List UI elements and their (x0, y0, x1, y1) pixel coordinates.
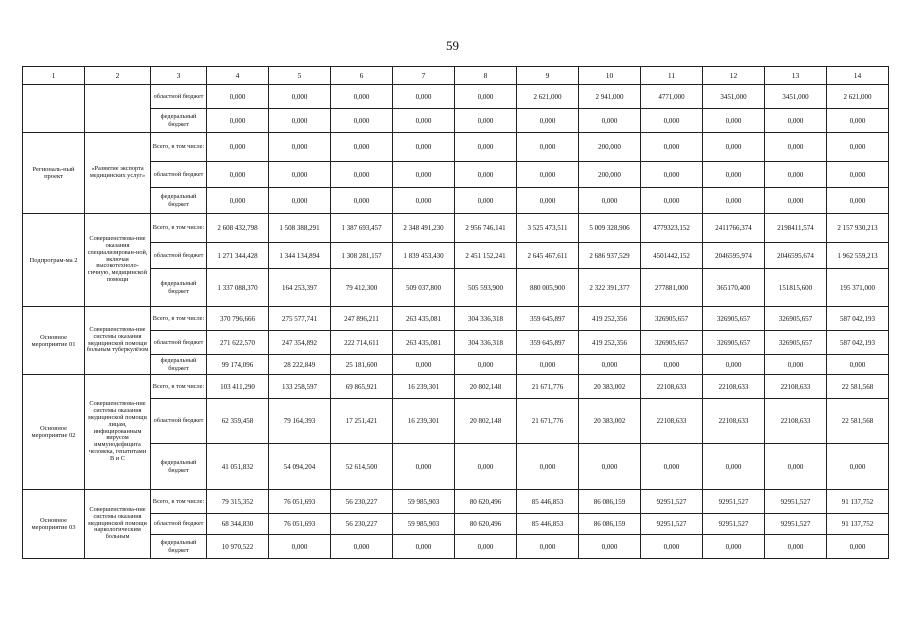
table-row (23, 375, 889, 399)
amount-cell: 16 239,301 (393, 375, 455, 399)
amount-cell: 22108,633 (765, 375, 827, 399)
amount-cell: 0,000 (393, 535, 455, 559)
amount-cell: 76 051,693 (269, 514, 331, 535)
amount-cell: 0,000 (765, 133, 827, 162)
amount-cell: 0,000 (827, 188, 889, 214)
amount-cell: 365170,400 (703, 269, 765, 307)
amount-cell: 85 446,853 (517, 514, 579, 535)
funding-source: областной бюджет (151, 331, 207, 355)
amount-cell: 0,000 (641, 355, 703, 375)
amount-cell: 54 094,204 (269, 444, 331, 490)
funding-source: федеральный бюджет (151, 355, 207, 375)
amount-cell: 99 174,096 (207, 355, 269, 375)
table-row (23, 162, 889, 188)
amount-cell: 62 359,458 (207, 399, 269, 444)
amount-cell: 16 239,301 (393, 399, 455, 444)
column-header: 9 (517, 67, 579, 85)
amount-cell: 56 230,227 (331, 514, 393, 535)
table-row (23, 214, 889, 243)
amount-cell: 20 802,148 (455, 399, 517, 444)
amount-cell: 200,000 (579, 162, 641, 188)
amount-cell: 0,000 (765, 444, 827, 490)
amount-cell: 509 037,800 (393, 269, 455, 307)
amount-cell: 195 371,000 (827, 269, 889, 307)
amount-cell: 1 344 134,894 (269, 243, 331, 269)
amount-cell: 76 051,693 (269, 490, 331, 514)
amount-cell: 4779323,152 (641, 214, 703, 243)
table-row (23, 444, 889, 490)
amount-cell: 86 086,159 (579, 514, 641, 535)
amount-cell: 0,000 (703, 188, 765, 214)
column-header: 6 (331, 67, 393, 85)
amount-cell: 505 593,900 (455, 269, 517, 307)
amount-cell: 2 157 930,213 (827, 214, 889, 243)
amount-cell: 0,000 (393, 188, 455, 214)
amount-cell: 359 645,897 (517, 331, 579, 355)
column-header: 12 (703, 67, 765, 85)
amount-cell: 2 322 391,377 (579, 269, 641, 307)
amount-cell: 3451,000 (703, 85, 765, 109)
amount-cell: 0,000 (641, 188, 703, 214)
amount-cell: 22 581,568 (827, 399, 889, 444)
funding-source: областной бюджет (151, 399, 207, 444)
amount-cell: 17 251,421 (331, 399, 393, 444)
funding-source: Всего, в том числе: (151, 214, 207, 243)
amount-cell: 0,000 (269, 133, 331, 162)
amount-cell: 0,000 (827, 535, 889, 559)
table-row (23, 355, 889, 375)
funding-source: федеральный бюджет (151, 109, 207, 133)
amount-cell: 69 865,921 (331, 375, 393, 399)
amount-cell: 0,000 (455, 535, 517, 559)
funding-source: федеральный бюджет (151, 188, 207, 214)
amount-cell: 0,000 (517, 109, 579, 133)
amount-cell: 0,000 (207, 162, 269, 188)
amount-cell: 0,000 (393, 162, 455, 188)
amount-cell: 271 622,570 (207, 331, 269, 355)
amount-cell: 0,000 (703, 133, 765, 162)
amount-cell: 0,000 (207, 109, 269, 133)
funding-source: областной бюджет (151, 85, 207, 109)
table-row (23, 109, 889, 133)
funding-source: Всего, в том числе: (151, 490, 207, 514)
amount-cell: 25 181,600 (331, 355, 393, 375)
amount-cell: 79 412,300 (331, 269, 393, 307)
amount-cell: 20 802,148 (455, 375, 517, 399)
amount-cell: 0,000 (269, 535, 331, 559)
amount-cell: 0,000 (579, 535, 641, 559)
amount-cell: 5 009 328,906 (579, 214, 641, 243)
program-description: Совершенствова-ние системы оказания медицинской помощи наркологическим больным (85, 490, 151, 559)
amount-cell: 222 714,611 (331, 331, 393, 355)
amount-cell: 0,000 (641, 444, 703, 490)
amount-cell: 0,000 (331, 188, 393, 214)
amount-cell: 3 525 473,511 (517, 214, 579, 243)
amount-cell: 92951,527 (765, 490, 827, 514)
amount-cell: 0,000 (517, 355, 579, 375)
column-header: 8 (455, 67, 517, 85)
amount-cell: 85 446,853 (517, 490, 579, 514)
amount-cell: 1 387 693,457 (331, 214, 393, 243)
page-number: 59 (446, 38, 459, 53)
amount-cell: 2 621,000 (517, 85, 579, 109)
amount-cell: 2 621,000 (827, 85, 889, 109)
amount-cell: 0,000 (331, 109, 393, 133)
amount-cell: 0,000 (641, 133, 703, 162)
amount-cell: 263 435,081 (393, 307, 455, 331)
amount-cell: 2 451 152,241 (455, 243, 517, 269)
amount-cell: 92951,527 (641, 514, 703, 535)
table-row (23, 307, 889, 331)
column-header: 13 (765, 67, 827, 85)
amount-cell: 91 137,752 (827, 514, 889, 535)
amount-cell: 0,000 (393, 109, 455, 133)
column-header: 11 (641, 67, 703, 85)
amount-cell: 0,000 (579, 355, 641, 375)
amount-cell: 133 258,597 (269, 375, 331, 399)
amount-cell: 0,000 (331, 535, 393, 559)
amount-cell: 0,000 (703, 444, 765, 490)
column-header: 5 (269, 67, 331, 85)
amount-cell: 419 252,356 (579, 307, 641, 331)
amount-cell: 326905,657 (703, 307, 765, 331)
amount-cell: 326905,657 (641, 307, 703, 331)
amount-cell: 92951,527 (765, 514, 827, 535)
program-name: Региональ-ный проект (23, 133, 85, 214)
amount-cell: 1 271 344,428 (207, 243, 269, 269)
program-name: Подпрограм-ма 2 (23, 214, 85, 307)
table-row (23, 331, 889, 355)
table-row (23, 243, 889, 269)
amount-cell: 326905,657 (641, 331, 703, 355)
amount-cell: 0,000 (393, 85, 455, 109)
column-header: 2 (85, 67, 151, 85)
amount-cell: 0,000 (517, 162, 579, 188)
amount-cell: 2 645 467,611 (517, 243, 579, 269)
amount-cell: 0,000 (827, 355, 889, 375)
amount-cell: 370 796,666 (207, 307, 269, 331)
amount-cell: 22108,633 (641, 399, 703, 444)
amount-cell: 0,000 (703, 535, 765, 559)
amount-cell: 326905,657 (765, 331, 827, 355)
program-name: Основное мероприятие 03 (23, 490, 85, 559)
amount-cell: 0,000 (331, 133, 393, 162)
amount-cell: 0,000 (331, 85, 393, 109)
amount-cell: 0,000 (703, 109, 765, 133)
amount-cell: 20 383,002 (579, 375, 641, 399)
amount-cell: 2198411,574 (765, 214, 827, 243)
amount-cell: 2411766,374 (703, 214, 765, 243)
amount-cell: 0,000 (393, 355, 455, 375)
amount-cell: 151815,600 (765, 269, 827, 307)
amount-cell: 0,000 (393, 444, 455, 490)
amount-cell: 0,000 (455, 355, 517, 375)
program-description: Совершенствова-ние системы оказания медицинской помощи больным туберкулёзом (85, 307, 151, 375)
amount-cell: 80 620,496 (455, 490, 517, 514)
amount-cell: 275 577,741 (269, 307, 331, 331)
program-name (23, 85, 85, 133)
amount-cell: 1 337 088,370 (207, 269, 269, 307)
amount-cell: 59 985,903 (393, 490, 455, 514)
amount-cell: 587 042,193 (827, 307, 889, 331)
amount-cell: 0,000 (269, 162, 331, 188)
amount-cell: 20 383,002 (579, 399, 641, 444)
amount-cell: 21 671,776 (517, 399, 579, 444)
amount-cell: 0,000 (517, 444, 579, 490)
column-header: 1 (23, 67, 85, 85)
amount-cell: 3451,000 (765, 85, 827, 109)
amount-cell: 326905,657 (703, 331, 765, 355)
column-header: 3 (151, 67, 207, 85)
amount-cell: 92951,527 (703, 490, 765, 514)
funding-source: областной бюджет (151, 162, 207, 188)
amount-cell: 0,000 (269, 188, 331, 214)
amount-cell: 0,000 (455, 109, 517, 133)
amount-cell: 22108,633 (641, 375, 703, 399)
amount-cell: 0,000 (517, 535, 579, 559)
amount-cell: 1 839 453,430 (393, 243, 455, 269)
amount-cell: 247 896,211 (331, 307, 393, 331)
amount-cell: 2 941,000 (579, 85, 641, 109)
amount-cell: 0,000 (331, 162, 393, 188)
amount-cell: 2046595,674 (765, 243, 827, 269)
amount-cell: 21 671,776 (517, 375, 579, 399)
amount-cell: 22108,633 (703, 399, 765, 444)
amount-cell: 68 344,830 (207, 514, 269, 535)
amount-cell: 22 581,568 (827, 375, 889, 399)
funding-source: областной бюджет (151, 243, 207, 269)
budget-table (22, 66, 889, 559)
amount-cell: 0,000 (579, 444, 641, 490)
amount-cell: 2 608 432,798 (207, 214, 269, 243)
amount-cell: 200,000 (579, 133, 641, 162)
amount-cell: 22108,633 (703, 375, 765, 399)
amount-cell: 326905,657 (765, 307, 827, 331)
amount-cell: 880 005,900 (517, 269, 579, 307)
amount-cell: 28 222,849 (269, 355, 331, 375)
amount-cell: 304 336,318 (455, 307, 517, 331)
amount-cell: 0,000 (579, 188, 641, 214)
amount-cell: 0,000 (207, 133, 269, 162)
amount-cell: 0,000 (827, 133, 889, 162)
amount-cell: 277881,000 (641, 269, 703, 307)
amount-cell: 0,000 (827, 444, 889, 490)
program-description (85, 85, 151, 133)
header-row (23, 67, 889, 85)
amount-cell: 79 164,393 (269, 399, 331, 444)
amount-cell: 4771,000 (641, 85, 703, 109)
program-name: Основное мероприятие 01 (23, 307, 85, 375)
amount-cell: 0,000 (579, 109, 641, 133)
amount-cell: 0,000 (765, 109, 827, 133)
amount-cell: 0,000 (765, 535, 827, 559)
amount-cell: 92951,527 (641, 490, 703, 514)
program-description: Совершенствова-ние системы оказания медицинской помощи лицам, инфицированным вирусом иммунодефицита человека, гепатитами В и С (85, 375, 151, 490)
column-header: 10 (579, 67, 641, 85)
amount-cell: 41 051,832 (207, 444, 269, 490)
amount-cell: 0,000 (455, 188, 517, 214)
amount-cell: 1 308 281,157 (331, 243, 393, 269)
funding-source: областной бюджет (151, 514, 207, 535)
funding-source: Всего, в том числе: (151, 133, 207, 162)
amount-cell: 1 508 388,291 (269, 214, 331, 243)
funding-source: Всего, в том числе: (151, 307, 207, 331)
column-header: 14 (827, 67, 889, 85)
amount-cell: 247 354,892 (269, 331, 331, 355)
column-header: 4 (207, 67, 269, 85)
table-row (23, 514, 889, 535)
table-row (23, 133, 889, 162)
amount-cell: 0,000 (269, 85, 331, 109)
amount-cell: 91 137,752 (827, 490, 889, 514)
column-header: 7 (393, 67, 455, 85)
amount-cell: 103 411,290 (207, 375, 269, 399)
amount-cell: 56 230,227 (331, 490, 393, 514)
amount-cell: 10 970,522 (207, 535, 269, 559)
amount-cell: 0,000 (827, 109, 889, 133)
amount-cell: 0,000 (207, 85, 269, 109)
amount-cell: 79 315,352 (207, 490, 269, 514)
amount-cell: 2 956 746,141 (455, 214, 517, 243)
amount-cell: 4501442,152 (641, 243, 703, 269)
table-row (23, 85, 889, 109)
amount-cell: 0,000 (455, 162, 517, 188)
funding-source: федеральный бюджет (151, 269, 207, 307)
program-description: «Развитие экспорта медицинских услуг» (85, 133, 151, 214)
amount-cell: 2 686 937,529 (579, 243, 641, 269)
amount-cell: 0,000 (269, 109, 331, 133)
amount-cell: 304 336,318 (455, 331, 517, 355)
amount-cell: 1 962 559,213 (827, 243, 889, 269)
amount-cell: 92951,527 (703, 514, 765, 535)
amount-cell: 86 086,159 (579, 490, 641, 514)
amount-cell: 80 620,496 (455, 514, 517, 535)
amount-cell: 59 985,903 (393, 514, 455, 535)
amount-cell: 359 645,897 (517, 307, 579, 331)
amount-cell: 419 252,356 (579, 331, 641, 355)
table-row (23, 399, 889, 444)
amount-cell: 52 614,500 (331, 444, 393, 490)
amount-cell: 2046595,974 (703, 243, 765, 269)
amount-cell: 587 042,193 (827, 331, 889, 355)
amount-cell: 0,000 (703, 162, 765, 188)
funding-source: Всего, в том числе: (151, 375, 207, 399)
amount-cell: 0,000 (765, 188, 827, 214)
amount-cell: 0,000 (517, 188, 579, 214)
table-row (23, 535, 889, 559)
amount-cell: 263 435,081 (393, 331, 455, 355)
amount-cell: 22108,633 (765, 399, 827, 444)
funding-source: федеральный бюджет (151, 444, 207, 490)
amount-cell: 2 348 491,230 (393, 214, 455, 243)
amount-cell: 0,000 (827, 162, 889, 188)
amount-cell: 0,000 (393, 133, 455, 162)
amount-cell: 0,000 (641, 535, 703, 559)
amount-cell: 0,000 (765, 355, 827, 375)
program-name: Основное мероприятие 02 (23, 375, 85, 490)
table-row (23, 188, 889, 214)
amount-cell: 0,000 (455, 85, 517, 109)
amount-cell: 0,000 (641, 162, 703, 188)
amount-cell: 164 253,397 (269, 269, 331, 307)
amount-cell: 0,000 (641, 109, 703, 133)
amount-cell: 0,000 (455, 133, 517, 162)
table-row (23, 490, 889, 514)
amount-cell: 0,000 (765, 162, 827, 188)
amount-cell: 0,000 (703, 355, 765, 375)
amount-cell: 0,000 (455, 444, 517, 490)
funding-source: федеральный бюджет (151, 535, 207, 559)
program-description: Совершенствова-ние оказания специализирован-ной, включая высокотехноло-гичную, медицинской помощи (85, 214, 151, 307)
amount-cell: 0,000 (517, 133, 579, 162)
amount-cell: 0,000 (207, 188, 269, 214)
table-row (23, 269, 889, 307)
